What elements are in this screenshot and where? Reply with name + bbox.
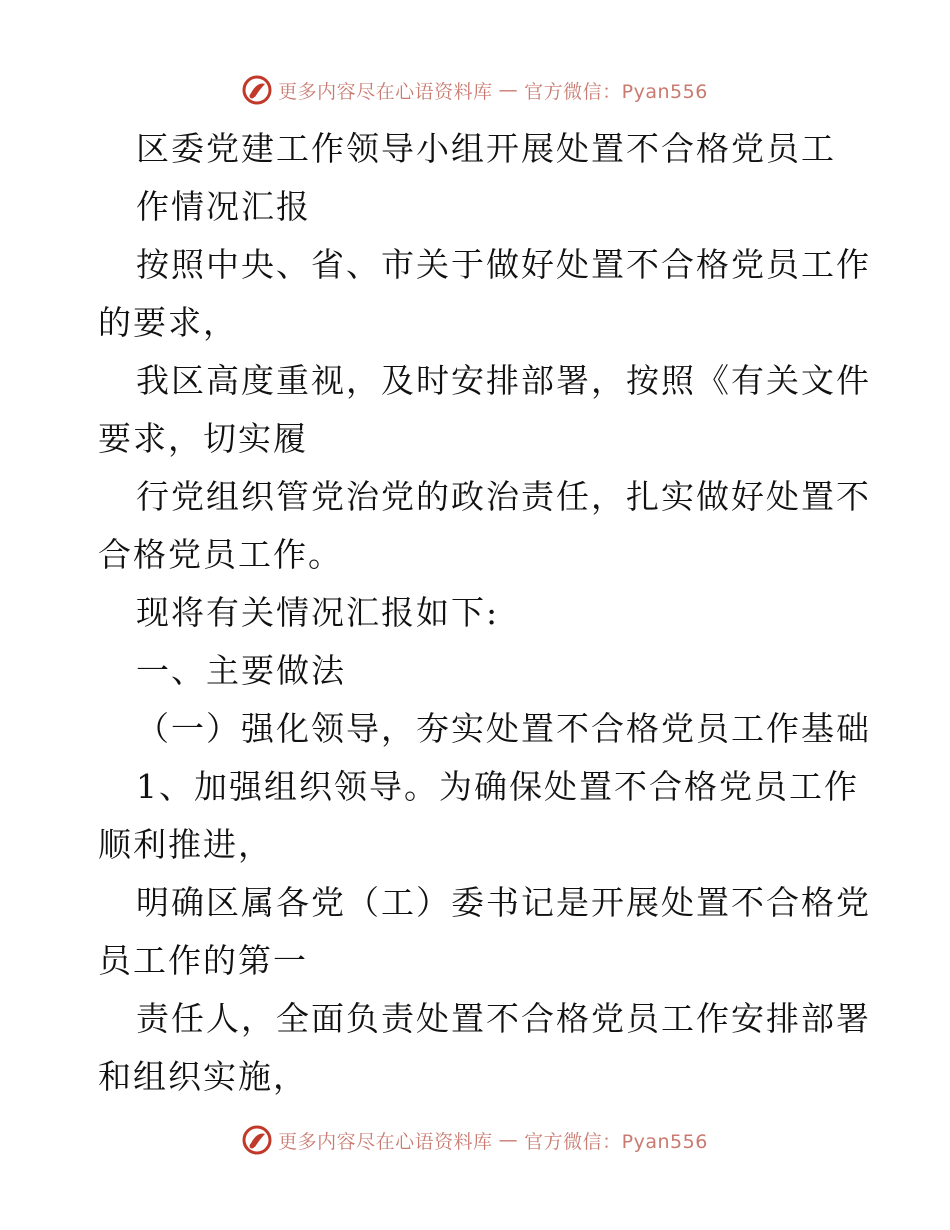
paragraph-line: 员工作的第一 (98, 941, 308, 980)
paragraph-line: 责任人，全面负责处置不合格党员工作安排部署 (136, 999, 871, 1038)
paragraph-line: 我区高度重视，及时安排部署，按照《有关文件 (136, 361, 871, 400)
paragraph-line: 明确区属各党（工）委书记是开展处置不合格党 (136, 883, 871, 922)
document-body (98, 120, 871, 1106)
watermark-account: 官方微信：Pyan556 (524, 1130, 708, 1153)
watermark-account: 官方微信：Pyan556 (524, 80, 708, 103)
watermark-text: 更多内容尽在心语资料库 (278, 80, 493, 103)
title-line-1: 区委党建工作领导小组开展处置不合格党员工 (136, 129, 836, 168)
section-heading: 一、主要做法 (136, 651, 346, 690)
title-line-2: 作情况汇报 (136, 187, 311, 226)
paragraph-line: 和组织实施， (98, 1057, 308, 1096)
paragraph-line: 合格党员工作。 (98, 535, 343, 574)
paragraph-line: 要求，切实履 (98, 419, 308, 458)
paragraph-line: 顺利推进， (98, 825, 273, 864)
watermark-separator: — (498, 1129, 519, 1151)
paragraph-line: 1、加强组织领导。为确保处置不合格党员工作 (136, 767, 859, 806)
watermark-separator: — (498, 79, 519, 101)
paragraph-line: 的要求， (98, 303, 238, 342)
footer-watermark (0, 1120, 950, 1160)
paragraph-line: 现将有关情况汇报如下: (136, 593, 500, 632)
ink-brush-logo-icon (242, 75, 272, 105)
watermark-text: 更多内容尽在心语资料库 (278, 1130, 493, 1153)
paragraph-line: 按照中央、省、市关于做好处置不合格党员工作 (136, 245, 871, 284)
paragraph-line: 行党组织管党治党的政治责任，扎实做好处置不 (136, 477, 871, 516)
subsection-heading: （一）强化领导，夯实处置不合格党员工作基础 (136, 709, 871, 748)
header-watermark (0, 70, 950, 110)
ink-brush-logo-icon (242, 1125, 272, 1155)
